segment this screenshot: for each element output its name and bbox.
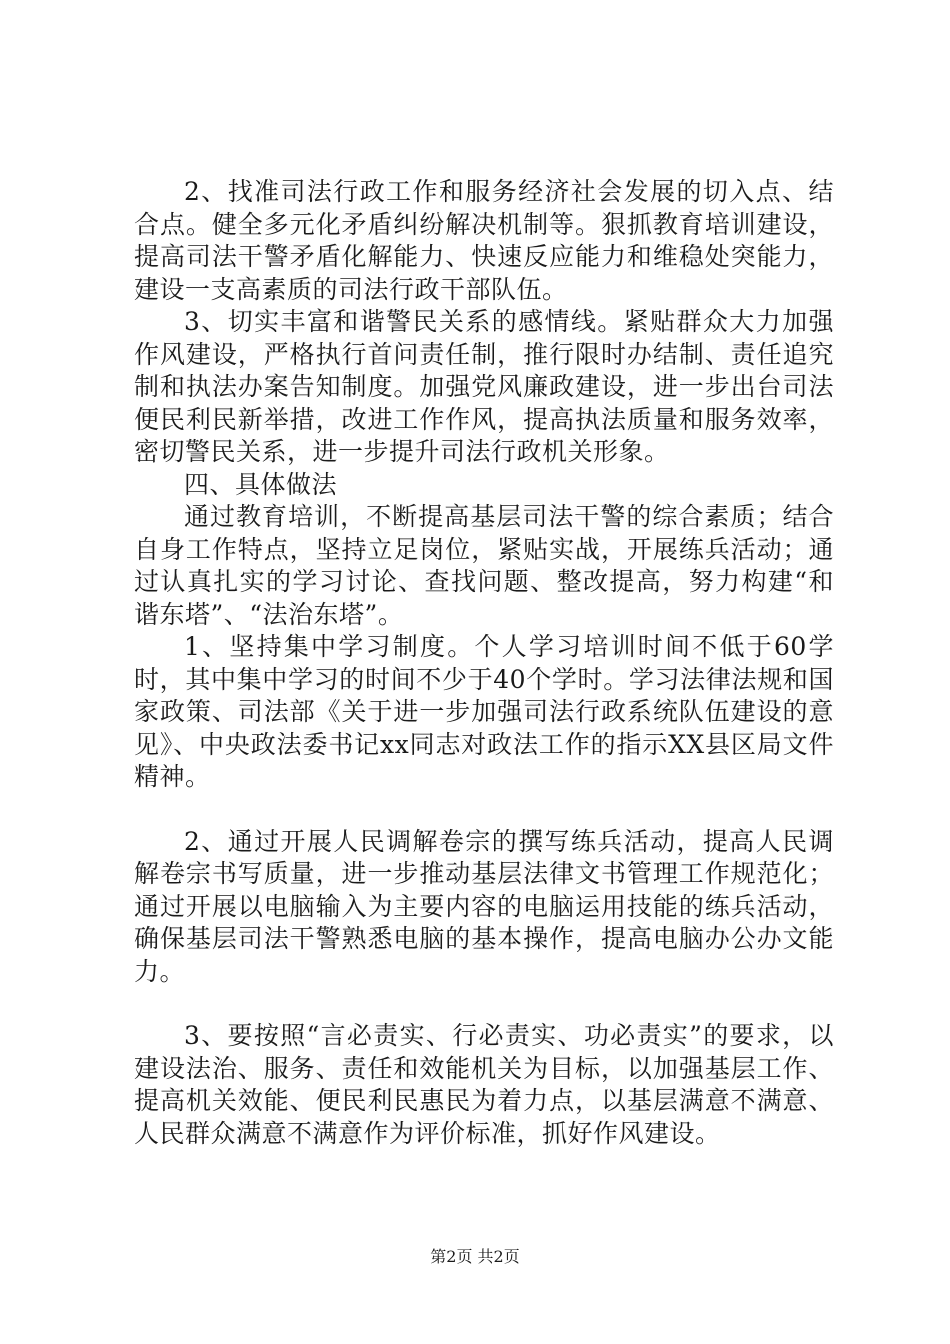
paragraph-2-mediation-training: 2、通过开展人民调解卷宗的撰写练兵活动，提高人民调解卷宗书写质量，进一步推动基层法律文书管理工作规范化；通过开展以电脑输入为主要内容的电脑运用技能的练兵活动，确保基层司法干警熟悉电脑的基本操作，提高电脑办公办文能力。	[134, 826, 834, 986]
paragraph-3-police-relations: 3、切实丰富和谐警民关系的感情线。紧贴群众大力加强作风建设，严格执行首问责任制，推行限时办结制、责任追究制和执法办案告知制度。加强党风廉政建设，进一步出台司法便民利民新举措，改进工作作风，提高执法质量和服务效率，密切警民关系，进一步提升司法行政机关形象。	[134, 307, 834, 466]
paragraph-1-study-system: 1、坚持集中学习制度。个人学习培训时间不低于60学时，其中集中学习的时间不少于40个学时。学习法律法规和国家政策、司法部《关于进一步加强司法行政系统队伍建设的意见》、中央政法委书记xx同志对政法工作的指示XX县区局文件精神。	[134, 632, 834, 791]
paragraph-spacer	[134, 794, 834, 826]
section-heading-specific-methods: 四、具体做法	[184, 469, 338, 499]
paragraph-spacer	[134, 988, 834, 1020]
paragraph-3-work-style: 3、要按照“言必责实、行必责实、功必责实”的要求，以建设法治、服务、责任和效能机关为目标，以加强基层工作、提高机关效能、便民利民惠民为着力点，以基层满意不满意、人民群众满意不满意作为评价标准，抓好作风建设。	[134, 1021, 834, 1148]
document-body	[134, 176, 834, 1150]
paragraph-intro-methods: 通过教育培训，不断提高基层司法干警的综合素质；结合自身工作特点，坚持立足岗位，紧贴实战，开展练兵活动；通过认真扎实的学习讨论、查找问题、整改提高，努力构建“和谐东塔”、“法治东塔”。	[134, 502, 834, 629]
paragraph-2-entry-point: 2、找准司法行政工作和服务经济社会发展的切入点、结合点。健全多元化矛盾纠纷解决机制等。狠抓教育培训建设，提高司法干警矛盾化解能力、快速反应能力和维稳处突能力，建设一支高素质的司法行政干部队伍。	[134, 177, 834, 304]
page-footer: 第2页 共2页	[430, 1247, 520, 1266]
